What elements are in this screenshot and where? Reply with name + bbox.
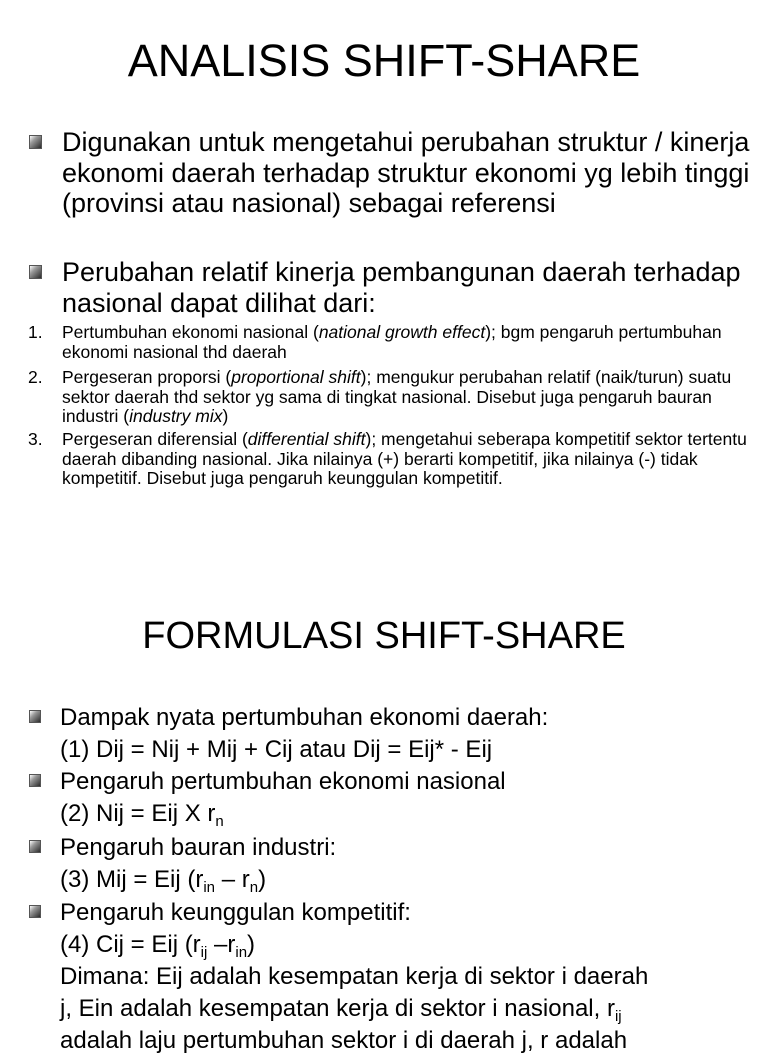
square-bullet-icon — [29, 265, 42, 279]
item-number: 2. — [28, 367, 43, 387]
slide-title: ANALISIS SHIFT-SHARE — [127, 35, 641, 86]
formula: (3) Mij = Eij $(r_{in} - r_n)$ — [60, 866, 267, 896]
bullet-text: Digunakan untuk mengetahui perubahan struktur / kinerja ekonomi daerah terhadap struktur ekonomi yg lebih tinggi (provinsi atau nasional) sebagai referensi — [62, 127, 750, 218]
item-text: Pertumbuhan ekonomi nasional (national growth effect); bgm pengaruh pertumbuhan ekonomi nasional thd daerah — [62, 322, 722, 362]
slide-title: FORMULASI SHIFT-SHARE — [142, 615, 626, 657]
definition-text: j, Ein adalah kesempatan kerja di sektor i nasional, $r_{ij}$ — [60, 995, 622, 1025]
item-number: 3. — [28, 429, 43, 449]
item-number: 1. — [28, 322, 43, 342]
definition-text: adalah laju pertumbuhan sektor i di daerah j, r adalah — [60, 1027, 628, 1054]
formula: (4) Cij = Eij ($r_{ij}$ $-r_{in}$) — [60, 931, 256, 961]
square-bullet-icon — [29, 905, 41, 918]
bullet-label: Dampak nyata pertumbuhan ekonomi daerah: — [60, 704, 549, 731]
square-bullet-icon — [29, 774, 41, 787]
item-text: Pergeseran proporsi (proportional shift); mengukur perubahan relatif (naik/turun) suatu sektor daerah thd sektor yg sama di tingkat nasional. Disebut juga pengaruh bauran industri (industry mix) — [62, 367, 732, 426]
square-bullet-icon — [29, 710, 41, 723]
bullet-label: Pengaruh bauran industri: — [60, 834, 337, 861]
formula: (1) Dij = Nij + Mij + Cij atau Dij = Eij* - Eij — [60, 736, 493, 763]
bullet-label: Pengaruh keunggulan kompetitif: — [60, 899, 411, 926]
formula: (2) Nij = Eij X $r_n$ — [60, 800, 224, 830]
slide-formulasi — [0, 590, 768, 1054]
square-bullet-icon — [29, 840, 41, 853]
item-text: Pergeseran diferensial (differential shift); mengetahui seberapa kompetitif sektor tertentu daerah dibanding nasional. Jika nilainya (+) berarti kompetitif, jika nilainya (-) tidak kompetitif. Disebut juga pengaruh keunggulan kompetitif. — [62, 429, 747, 488]
bullet-label: Pengaruh pertumbuhan ekonomi nasional — [60, 768, 506, 795]
definition-text: Dimana: Eij adalah kesempatan kerja di sektor i daerah — [60, 963, 649, 990]
bullet-text: Perubahan relatif kinerja pembangunan daerah terhadap nasional dapat dilihat dari: — [62, 257, 741, 318]
square-bullet-icon — [29, 135, 42, 149]
